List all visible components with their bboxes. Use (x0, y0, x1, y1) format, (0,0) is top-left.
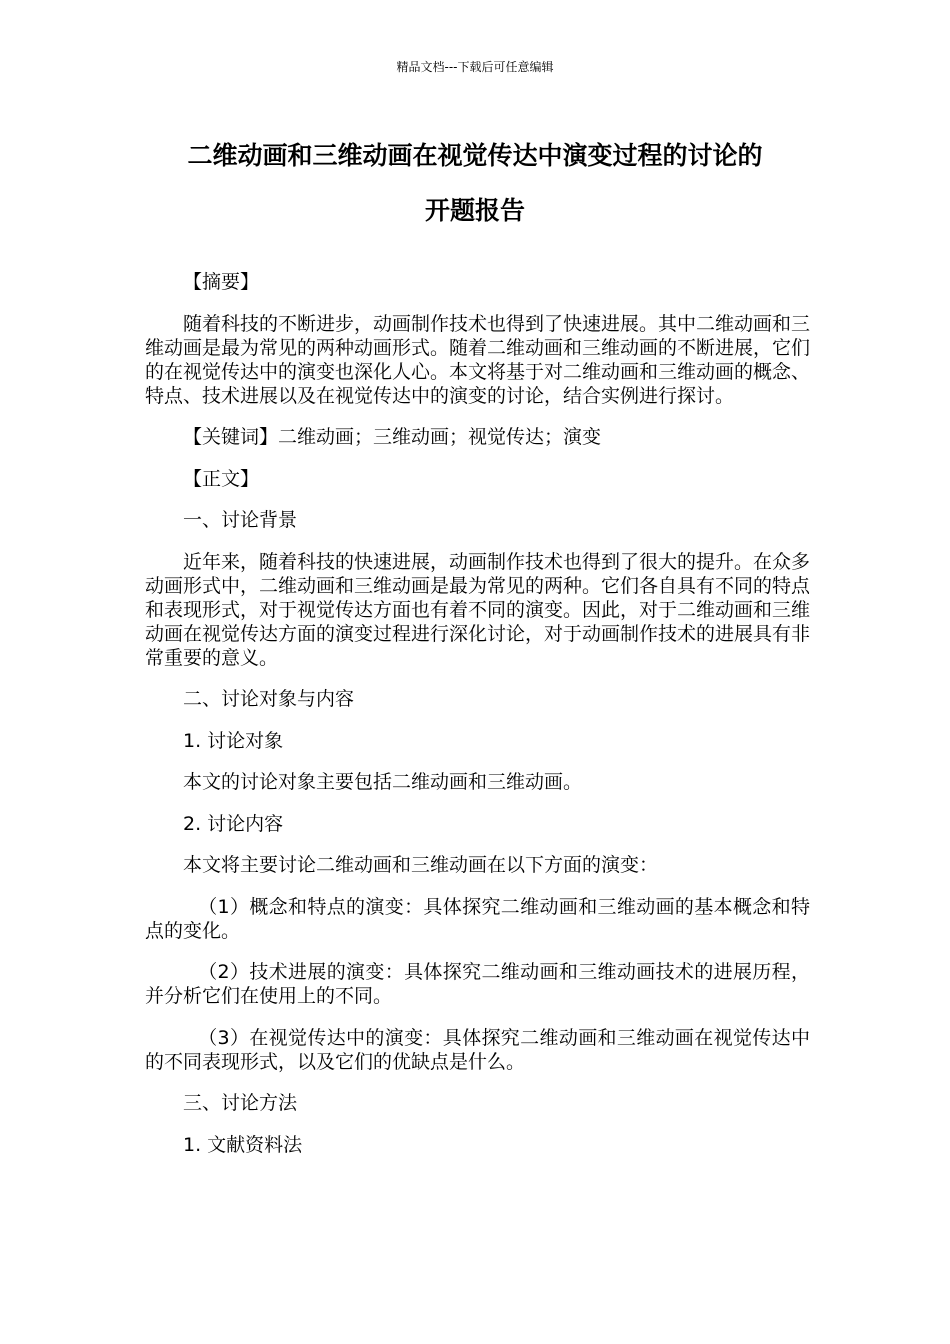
document-title-line-2: 开题报告 (424, 196, 525, 225)
content-intro-paragraph: 本文将主要讨论二维动画和三维动画在以下方面的演变： (183, 854, 659, 876)
document-title-line-1: 二维动画和三维动画在视觉传达中演变过程的讨论的 (187, 141, 763, 170)
background-paragraph: 近年来，随着科技的快速进展，动画制作技术也得到了很大的提升。在众多动画形式中，二维动画和三维动画是最为常见的两种。它们各自具有不同的特点和表现形式，对于视觉传达方面也有着不同的演变。因此，对于二维动画和三维动画在视觉传达方面的演变过程进行深化讨论，对于动画制作技术的进展具有非常重要的意义。 (145, 550, 811, 669)
subsection-heading-literature-method: 1. 文献资料法 (183, 1133, 303, 1156)
main-text-heading: 【正文】 (183, 467, 260, 490)
objects-paragraph: 本文的讨论对象主要包括二维动画和三维动画。 (183, 771, 583, 793)
content-item-3: （3）在视觉传达中的演变：具体探究二维动画和三维动画在视觉传达中的不同表现形式，以及它们的优缺点是什么。 (145, 1026, 810, 1073)
content-item-1: （1）概念和特点的演变：具体探究二维动画和三维动画的基本概念和特点的变化。 (145, 895, 810, 942)
content-item-2: （2）技术进展的演变：具体探究二维动画和三维动画技术的进展历程，并分析它们在使用上的不同。 (145, 961, 810, 1007)
keywords-line: 【关键词】二维动画；三维动画；视觉传达；演变 (183, 426, 602, 448)
section-heading-objects-content: 二、讨论对象与内容 (183, 688, 355, 710)
document-body (145, 270, 810, 1174)
abstract-heading: 【摘要】 (183, 271, 260, 293)
section-heading-background: 一、讨论背景 (183, 509, 298, 531)
page-header-note: 精品文档---下载后可任意编辑 (396, 60, 554, 74)
section-heading-methods: 三、讨论方法 (183, 1092, 298, 1114)
subsection-heading-objects: 1. 讨论对象 (183, 729, 284, 752)
abstract-paragraph: 随着科技的不断进步，动画制作技术也得到了快速进展。其中二维动画和三维动画是最为常见的两种动画形式。随着二维动画和三维动画的不断进展，它们的在视觉传达中的演变也深化人心。本文将基于对二维动画和三维动画的概念、特点、技术进展以及在视觉传达中的演变的讨论，结合实例进行探讨。 (145, 312, 811, 407)
subsection-heading-content: 2. 讨论内容 (183, 812, 284, 835)
